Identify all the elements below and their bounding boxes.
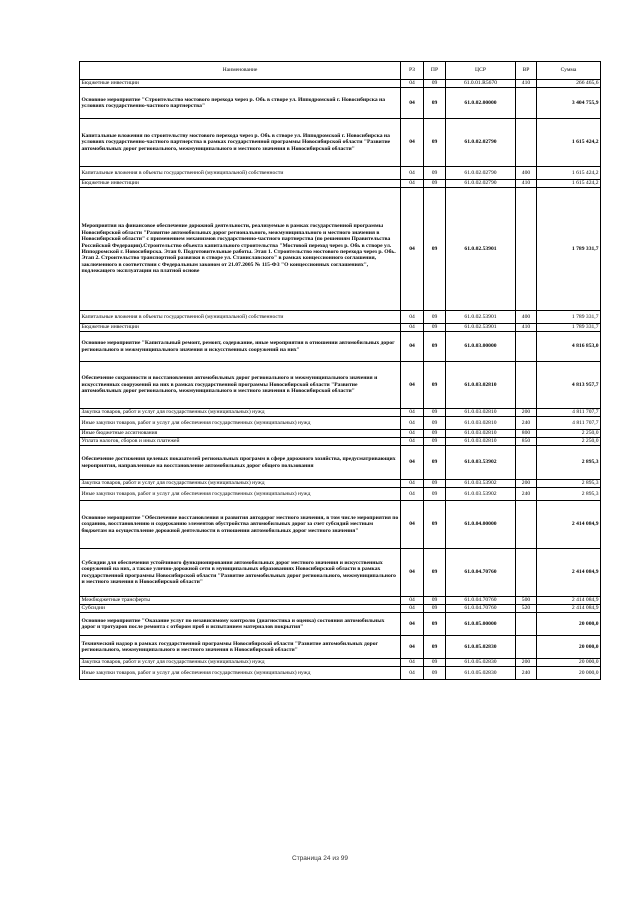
row-name: Межбюджетные трансферты (80, 597, 401, 605)
header-name: Наименование (80, 62, 401, 80)
row-csr: 61.0.03.02810 (446, 417, 516, 430)
row-name: Субсидии для обеспечения устойчивого функционирования автомобильных дорог местного значения и искусственных сооружений на них, а также улично-дорожной сети в муниципальных образованиях Новосибирской области в рамках государственной программы Новосибирской области "Развитие автомобильных дорог регионального, межмуниципального и местного значения в Новосибирской области" (80, 549, 401, 597)
row-name: Бюджетные инвестиции (80, 180, 401, 188)
row-name: Основное мероприятие "Капитальный ремонт, ремонт, содержание, иные мероприятия в отношении автомобильных дорог регионального и межмуниципального значения и искусственных сооружений на них" (80, 332, 401, 362)
row-sum: 2 414 084,9 (537, 501, 601, 549)
header-csr: ЦСР (446, 62, 516, 80)
row-csr: 61.0.04.70760 (446, 549, 516, 597)
row-name: Уплата налогов, сборов и иных платежей (80, 438, 401, 446)
table-row (80, 180, 601, 188)
row-name: Иные закупки товаров, работ и услуг для обеспечения государственных (муниципальных) нужд (80, 667, 401, 680)
row-pr: 09 (424, 667, 446, 680)
row-csr: 61.0.02.00000 (446, 88, 516, 119)
row-sum: 2 414 084,9 (537, 605, 601, 613)
row-pr: 09 (424, 167, 446, 180)
table-header-row (80, 62, 601, 80)
table-row (80, 480, 601, 488)
row-csr: 61.0.02.53901 (446, 188, 516, 311)
row-rz: 04 (401, 311, 424, 324)
table-row (80, 167, 601, 180)
row-csr: 61.0.03.02810 (446, 438, 516, 446)
row-vr: 240 (516, 667, 537, 680)
row-pr: 09 (424, 311, 446, 324)
row-name: Бюджетные инвестиции (80, 80, 401, 88)
table-body (80, 80, 601, 680)
row-pr: 09 (424, 549, 446, 597)
row-name: Капитальные вложения в объекты государственной (муниципальной) собственности (80, 311, 401, 324)
row-name: Закупка товаров, работ и услуг для государственных (муниципальных) нужд (80, 409, 401, 417)
row-name: Иные закупки товаров, работ и услуг для обеспечения государственных (муниципальных) нужд (80, 417, 401, 430)
row-rz: 04 (401, 613, 424, 636)
row-sum: 1 789 331,7 (537, 188, 601, 311)
row-vr: 500 (516, 597, 537, 605)
row-name: Закупка товаров, работ и услуг для государственных (муниципальных) нужд (80, 480, 401, 488)
row-pr: 09 (424, 80, 446, 88)
row-rz: 04 (401, 362, 424, 409)
row-csr: 61.0.02.02790 (446, 167, 516, 180)
row-rz: 04 (401, 480, 424, 488)
row-csr: 61.0.03.02810 (446, 362, 516, 409)
row-sum: 3 404 755,9 (537, 88, 601, 119)
row-rz: 04 (401, 167, 424, 180)
table-row (80, 549, 601, 597)
row-csr: 61.0.04.70760 (446, 597, 516, 605)
row-sum: 2 414 084,9 (537, 597, 601, 605)
row-pr: 09 (424, 446, 446, 480)
table-row (80, 605, 601, 613)
row-vr: 240 (516, 417, 537, 430)
row-rz: 04 (401, 667, 424, 680)
row-csr: 61.0.03.53902 (446, 488, 516, 501)
row-csr: 61.0.03.02810 (446, 409, 516, 417)
row-pr: 09 (424, 180, 446, 188)
row-rz: 04 (401, 430, 424, 438)
row-vr: 800 (516, 430, 537, 438)
row-pr: 09 (424, 430, 446, 438)
row-vr (516, 332, 537, 362)
row-rz: 04 (401, 188, 424, 311)
row-rz: 04 (401, 332, 424, 362)
row-rz: 04 (401, 488, 424, 501)
row-vr (516, 188, 537, 311)
row-vr (516, 362, 537, 409)
row-vr (516, 119, 537, 167)
row-name: Закупка товаров, работ и услуг для государственных (муниципальных) нужд (80, 659, 401, 667)
row-vr: 410 (516, 80, 537, 88)
row-vr (516, 549, 537, 597)
row-name: Технический надзор в рамках государственной программы Новосибирской области "Развитие автомобильных дорог регионального, межмуниципального и местного значения в Новосибирской области" (80, 636, 401, 659)
row-sum: 266 465,6 (537, 80, 601, 88)
table-row (80, 332, 601, 362)
row-sum: 2 250,0 (537, 430, 601, 438)
row-pr: 09 (424, 480, 446, 488)
row-rz: 04 (401, 88, 424, 119)
row-rz: 04 (401, 597, 424, 605)
row-csr: 61.0.03.53902 (446, 446, 516, 480)
row-rz: 04 (401, 636, 424, 659)
row-rz: 04 (401, 324, 424, 332)
row-pr: 09 (424, 597, 446, 605)
table-row (80, 659, 601, 667)
table-row (80, 636, 601, 659)
row-sum: 1 615 424,2 (537, 180, 601, 188)
row-name: Иные закупки товаров, работ и услуг для обеспечения государственных (муниципальных) нужд (80, 488, 401, 501)
row-csr: 61.0.03.00000 (446, 332, 516, 362)
row-pr: 09 (424, 488, 446, 501)
table-row (80, 409, 601, 417)
row-pr: 09 (424, 409, 446, 417)
table-row (80, 597, 601, 605)
header-pr: ПР (424, 62, 446, 80)
row-vr (516, 613, 537, 636)
row-pr: 09 (424, 659, 446, 667)
row-sum: 4 811 707,7 (537, 409, 601, 417)
row-vr: 240 (516, 488, 537, 501)
row-pr: 09 (424, 438, 446, 446)
row-csr: 61.0.05.02830 (446, 636, 516, 659)
row-vr: 200 (516, 480, 537, 488)
table-row (80, 488, 601, 501)
row-csr: 61.0.02.02790 (446, 180, 516, 188)
row-pr: 09 (424, 119, 446, 167)
table-row (80, 501, 601, 549)
row-csr: 61.0.04.70760 (446, 605, 516, 613)
row-vr (516, 446, 537, 480)
row-name: Обеспечение сохранности и восстановления автомобильных дорог регионального и межмуниципального значения и искусственных сооружений на них в рамках государственной программы Новосибирской области "Развитие автомобильных дорог регионального, межмуниципального и местного значения в Новосибирской области" (80, 362, 401, 409)
page-number: Страница 24 из 99 (292, 855, 348, 862)
row-name: Капитальные вложения в объекты государственной (муниципальной) собственности (80, 167, 401, 180)
budget-table (79, 61, 601, 680)
table-row (80, 324, 601, 332)
row-pr: 09 (424, 417, 446, 430)
row-sum: 1 789 331,7 (537, 324, 601, 332)
row-vr (516, 501, 537, 549)
row-csr: 61.0.05.02830 (446, 667, 516, 680)
row-sum: 1 615 424,2 (537, 167, 601, 180)
row-name: Основное мероприятие "Строительство мостового перехода через р. Обь в створе ул. Ипподромской г. Новосибирска на условиях государственно-частного партнерства" (80, 88, 401, 119)
row-pr: 09 (424, 362, 446, 409)
row-csr: 61.0.05.00000 (446, 613, 516, 636)
row-vr: 400 (516, 167, 537, 180)
table-row (80, 446, 601, 480)
row-name: Основное мероприятие "Оказание услуг по независимому контролю (диагностика и оценка) состояния автомобильных дорог и тротуаров после ремонта с отбором проб и испытанием материалов покрытия" (80, 613, 401, 636)
row-csr: 61.0.01.R5670 (446, 80, 516, 88)
row-name: Иные бюджетные ассигнования (80, 430, 401, 438)
row-rz: 04 (401, 180, 424, 188)
row-csr: 61.0.05.02830 (446, 659, 516, 667)
row-sum: 2 895,3 (537, 480, 601, 488)
table-row (80, 417, 601, 430)
row-sum: 1 615 424,2 (537, 119, 601, 167)
row-sum: 20 000,0 (537, 613, 601, 636)
row-csr: 61.0.03.53902 (446, 480, 516, 488)
row-csr: 61.0.02.02790 (446, 119, 516, 167)
row-sum: 2 895,3 (537, 488, 601, 501)
row-name: Капитальные вложения по строительству мостового перехода через р. Обь в створе ул. Ипподромской г. Новосибирска на условиях государственно-частного партнерства в рамках государственной программы Новосибирской области "Развитие автомобильных дорог регионального, межмуниципального и местного значения в Новосибирской области" (80, 119, 401, 167)
row-vr: 410 (516, 180, 537, 188)
table-row (80, 188, 601, 311)
table-row (80, 80, 601, 88)
row-csr: 61.0.02.53901 (446, 324, 516, 332)
row-pr: 09 (424, 613, 446, 636)
row-name: Бюджетные инвестиции (80, 324, 401, 332)
row-pr: 09 (424, 636, 446, 659)
row-sum: 4 811 707,7 (537, 417, 601, 430)
row-vr: 850 (516, 438, 537, 446)
row-name: Мероприятия на финансовое обеспечение дорожной деятельности, реализуемые в рамках государственной программы Новосибирской области "Развитие автомобильных дорог регионального, межмуниципального и местного значения в Новосибирской области" с применением механизмов государственно-частного партнерства (по решениям Правительства Российской Федерации).Строительство объекта капитального строительства "Мостовой переход через р. Обь в створе ул. Ипподромской г. Новосибирска. Этап 0. Подготовительные работы. Этап 1. Строительство мостового перехода через р. Обь. Этап 2. Строительство транспортной развязки в створе ул. Станиславского" в рамках концессионного соглашения, заключенного в соответствии с Федеральным законом от 21.07.2005 № 115-ФЗ "О концессионных соглашениях", подлежащего эксплуатации на платной основе (80, 188, 401, 311)
row-sum: 20 000,0 (537, 659, 601, 667)
row-vr: 410 (516, 324, 537, 332)
row-rz: 04 (401, 119, 424, 167)
row-sum: 2 250,0 (537, 438, 601, 446)
row-sum: 4 816 853,0 (537, 332, 601, 362)
row-rz: 04 (401, 409, 424, 417)
row-sum: 2 895,3 (537, 446, 601, 480)
row-rz: 04 (401, 80, 424, 88)
table-row (80, 613, 601, 636)
header-sum: Сумма (537, 62, 601, 80)
row-sum: 2 414 084,9 (537, 549, 601, 597)
row-csr: 61.0.04.00000 (446, 501, 516, 549)
table-row (80, 88, 601, 119)
row-sum: 20 000,0 (537, 636, 601, 659)
row-name: Обеспечение достижения целевых показателей региональных программ в сфере дорожного хозяйства, предусматривающих мероприятия, направленные на восстановление автомобильных дорог общего пользования (80, 446, 401, 480)
row-csr: 61.0.02.53901 (446, 311, 516, 324)
header-vr: ВР (516, 62, 537, 80)
row-pr: 09 (424, 605, 446, 613)
header-rz: РЗ (401, 62, 424, 80)
row-vr (516, 88, 537, 119)
row-sum: 4 813 957,7 (537, 362, 601, 409)
table-row (80, 362, 601, 409)
table-row (80, 430, 601, 438)
row-rz: 04 (401, 446, 424, 480)
row-sum: 20 000,0 (537, 667, 601, 680)
table-row (80, 311, 601, 324)
row-pr: 09 (424, 324, 446, 332)
row-vr (516, 636, 537, 659)
row-pr: 09 (424, 501, 446, 549)
row-csr: 61.0.03.02810 (446, 430, 516, 438)
row-vr: 200 (516, 659, 537, 667)
row-rz: 04 (401, 549, 424, 597)
table-row (80, 119, 601, 167)
row-pr: 09 (424, 88, 446, 119)
row-vr: 200 (516, 409, 537, 417)
row-rz: 04 (401, 438, 424, 446)
row-vr: 520 (516, 605, 537, 613)
row-name: Основное мероприятие "Обеспечение восстановления и развития автодорог местного значения, в том числе мероприятия по созданию, восстановлению и содержанию элементов обустройства автомобильных дорог за счет субсидий местным бюджетам на осуществление дорожной деятельности в отношении автомобильных дорог местного значения" (80, 501, 401, 549)
row-rz: 04 (401, 605, 424, 613)
row-pr: 09 (424, 188, 446, 311)
row-rz: 04 (401, 659, 424, 667)
row-rz: 04 (401, 501, 424, 549)
row-sum: 1 789 331,7 (537, 311, 601, 324)
table-row (80, 667, 601, 680)
row-vr: 400 (516, 311, 537, 324)
row-pr: 09 (424, 332, 446, 362)
row-rz: 04 (401, 417, 424, 430)
row-name: Субсидии (80, 605, 401, 613)
table-row (80, 438, 601, 446)
